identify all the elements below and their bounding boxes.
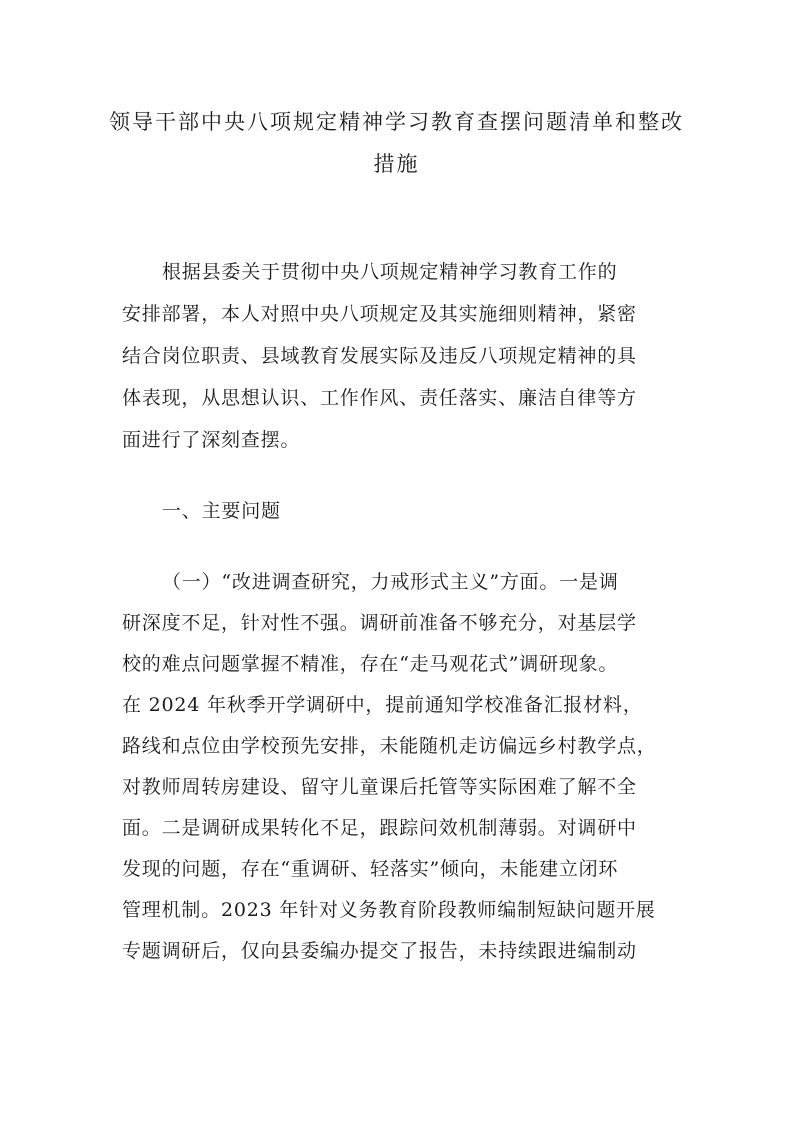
- section-heading: 一、主要问题: [162, 500, 281, 522]
- document-title-line-2: 措施: [373, 152, 420, 176]
- body-line: （一）“改进调查研究，力戒形式主义”方面。一是调: [162, 571, 619, 593]
- intro-line: 根据县委关于贯彻中央八项规定精神学习教育工作的: [162, 261, 618, 283]
- body-line: 研深度不足，针对性不强。调研前准备不够充分，对基层学: [122, 612, 637, 634]
- body-line: 对教师周转房建设、留守儿童课后托管等实际困难了解不全: [122, 776, 637, 798]
- intro-line: 体表现，从思想认识、工作作风、责任落实、廉洁自律等方: [122, 387, 637, 409]
- body-line: 专题调研后，仅向县委编办提交了报告，未持续跟进编制动: [122, 940, 637, 962]
- body-line: 发现的问题，存在“重调研、轻落实”倾向，未能建立闭环: [122, 858, 619, 880]
- intro-line: 面进行了深刻查摆。: [122, 429, 301, 451]
- body-line: 路线和点位由学校预先安排，未能随机走访偏远乡村教学点，: [122, 735, 657, 757]
- body-line: 在 2024 年秋季开学调研中，提前通知学校准备汇报材料，: [122, 694, 643, 716]
- intro-line: 安排部署，本人对照中央八项规定及其实施细则精神，紧密: [122, 303, 637, 325]
- body-line: 面。二是调研成果转化不足，跟踪问效机制薄弱。对调研中: [122, 817, 637, 839]
- body-line: 校的难点问题掌握不精准，存在“走马观花式”调研现象。: [122, 653, 619, 675]
- body-line: 管理机制。2023 年针对义务教育阶段教师编制短缺问题开展: [122, 899, 656, 921]
- document-title-line-1: 领导干部中央八项规定精神学习教育查摆问题清单和整改: [109, 110, 684, 134]
- intro-line: 结合岗位职责、县域教育发展实际及违反八项规定精神的具: [122, 345, 637, 367]
